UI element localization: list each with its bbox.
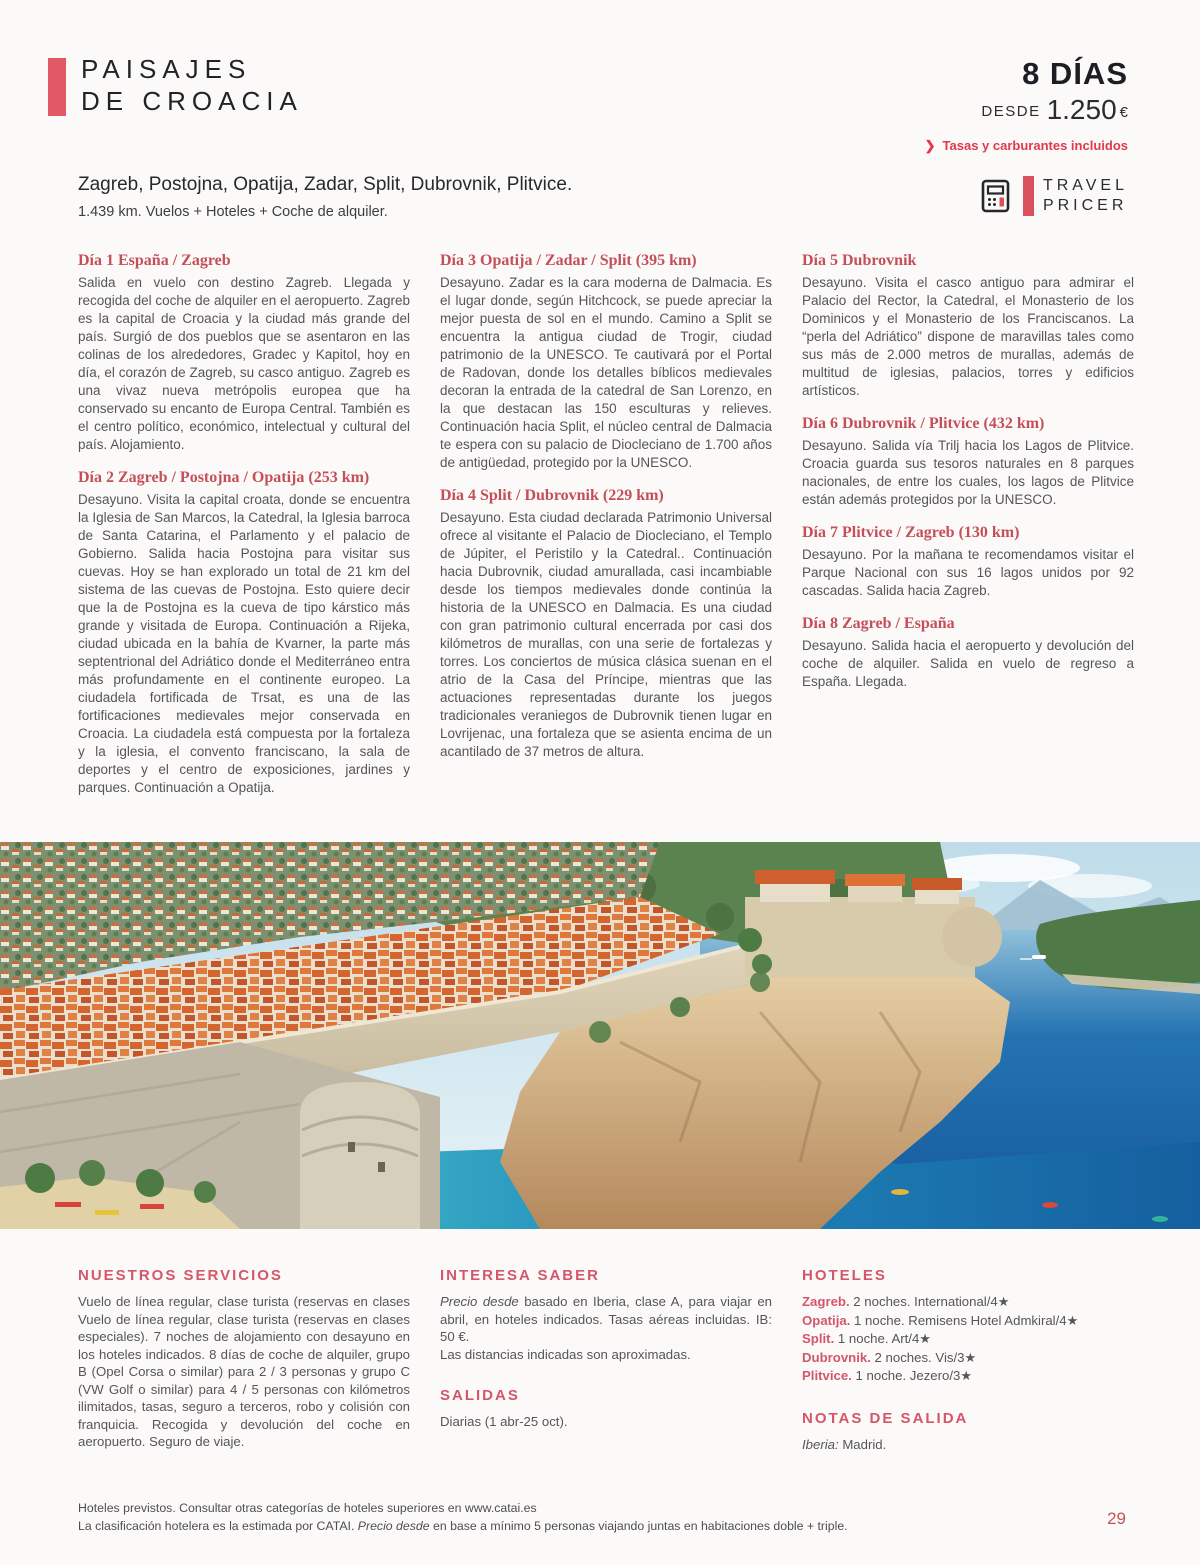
footer-line-2 — [78, 1517, 848, 1535]
tax-note-label: Tasas y carburantes incluidos — [942, 138, 1128, 153]
hotel-city: Zagreb. — [802, 1294, 850, 1309]
hotel-city: Dubrovnik. — [802, 1349, 871, 1365]
footer-line-1: Hoteles previstos. Consultar otras categorías de hoteles superiores en www.catai.es — [78, 1501, 537, 1515]
know-column — [440, 1267, 772, 1453]
day-body: Desayuno. Visita el casco antiguo para admirar el Palacio del Rector, la Catedral, el Monasterio de los Dominicos y el Monasterio de los Franciscanos. La “perla del Adriático” dispone de maravillas tales como sus más de 2.000 metros de murallas, además de multitud de iglesias, palacios, torres y edificios artísticos. — [802, 275, 1134, 398]
day-block — [802, 524, 1134, 600]
route-line: Zagreb, Postojna, Opatija, Zadar, Split, Dubrovnik, Plitvice. — [78, 174, 573, 195]
footer — [78, 1499, 848, 1535]
hotel-line — [802, 1293, 1134, 1312]
footer-line-2-italic: Precio desde — [357, 1519, 430, 1533]
price-value: 1.250 — [1046, 94, 1117, 125]
footer-line-2-rest: en base a mínimo 5 personas viajando juntas en habitaciones doble + triple. — [429, 1519, 848, 1533]
day-body: Desayuno. Zadar es la cara moderna de Dalmacia. Es el lugar donde, según Hitchcock, se puede apreciar la mejor puesta de sol en el mundo. Camino a Split se encuentra la antigua ciudad de Trogir, ciudad patrimonio de la UNESCO. Te cautivará por el Portal de Radovan, donde los detalles bíblicos medievales decoran la entrada de la catedral de San Lorenzo, en la que destacan las 150 esculturas y relieves. Continuación hacia Split, el núcleo central de Dalmacia te espera con su palacio de Diocleciano de 1.700 años de antigüedad, protegido por la UNESCO. — [440, 275, 772, 470]
page-title — [48, 54, 303, 117]
day-body: Desayuno. Visita la capital croata, donde se encuentra la Iglesia de San Marcos, la Catedral, la Iglesia barroca de Santa Catarina, el Parlamento y el palacio de Gobierno. Salida hacia Postojna para visitar sus cuevas. Hoy se han explorado un total de 21 km del sistema de las cuevas de Postojna. Esto quiere decir que la de Postojna es la cueva de tipo kárstico más grande y visitada de Europa. Continuación a Rijeka, ciudad ubicada en la bahía de Kvarner, la parte más septentrional del Adriático donde el Mediterráneo entra más profundamente en el continente europeo. La ciudadela fortificada de Trsat, es una de las fortificaciones medievales mejor conservada en Croacia. La ciudadela está compuesta por la fortaleza y la iglesia, el convento franciscano, la sala de deportes y el centro de exposiciones, jardines y parques. Continuación a Opatija. — [78, 492, 410, 795]
logo-accent-bar — [1023, 176, 1034, 216]
price-from — [925, 94, 1128, 126]
day-title: Día 4 Split / Dubrovnik (229 km) — [440, 487, 664, 504]
notas-italic: Iberia: — [802, 1436, 839, 1452]
page-number: 29 — [1107, 1509, 1126, 1528]
dubrovnik-photo — [0, 842, 1200, 1229]
day-block — [802, 615, 1134, 691]
day-title: Día 6 Dubrovnik / Plitvice (432 km) — [802, 415, 1045, 432]
route-block — [78, 174, 572, 220]
hotel-detail: 2 noches. International/4★ — [849, 1294, 1010, 1309]
distance-line: 1.439 km. Vuelos + Hoteles + Coche de alquiler. — [78, 204, 388, 220]
salidas-body: Diarias (1 abr-25 oct). — [440, 1414, 568, 1429]
currency-symbol: € — [1119, 104, 1128, 121]
hotel-detail: 2 noches. Vis/3★ — [870, 1349, 977, 1365]
logo-text-line-1: TRAVEL — [1042, 177, 1128, 194]
hotel-line — [802, 1330, 1134, 1349]
itinerary-column-2 — [440, 252, 772, 797]
day-title: Día 3 Opatija / Zadar / Split (395 km) — [440, 252, 697, 269]
day-block — [802, 252, 1134, 400]
hotel-line — [802, 1349, 1134, 1368]
day-body: Salida en vuelo con destino Zagreb. Llegada y recogida del coche de alquiler en el aeropuerto. Zagreb es la capital de Croacia y la ciudad más grande del país. Surgió de dos pueblos que se asentaron en las colinas de los alrededores, Gradec y Kapitol, hoy en día, el corazón de Zagreb, su casco antiguo. Zagreb es una vivaz nueva metrópolis europea que ha conservado su encanto de Europa Central. También es el centro político, económico, intelectual y cultural del país. Alojamiento. — [78, 275, 410, 452]
itinerary-column-1 — [78, 252, 410, 797]
day-body: Desayuno. Esta ciudad declarada Patrimonio Universal ofrece al visitante el Palacio de Diocleciano, el Templo de Júpiter, el Peristilo y la Catedral.. Continuación hacia Dubrovnik, ciudad amurallada, casi incambiable desde los tiempos medievales donde continúa la historia de la UNESCO en Dalmacia. Es una ciudad con gran patrimonio cultural encerrada por casi dos kilómetros de murallas, con una serie de fortalezas y torres. Los conciertos de música clásica suenan en el atrio de la Casa del Príncipe, mientras que las actuaciones representadas durante los juegos tradicionales veraniegos de Dubrovnik tienen lugar en Lovrijenac, una fortaleza que se asienta encima de un acantilado de 37 metros de altura. — [440, 510, 772, 759]
day-block — [802, 415, 1134, 509]
info-section — [0, 1229, 1200, 1453]
title-line-1: PAISAJES — [81, 54, 252, 84]
day-body: Desayuno. Salida vía Trilj hacia los Lagos de Plitvice. Croacia guarda sus tesoros naturales en 8 parques nacionales, de entre los cuales, los lagos de Plitvice están además protegidos por la UNESCO. — [802, 438, 1134, 507]
services-column — [78, 1267, 410, 1453]
hotel-line — [802, 1367, 1134, 1386]
day-body: Desayuno. Salida hacia el aeropuerto y devolución del coche de alquiler. Salida en vuelo de regreso a España. Llegada. — [802, 638, 1134, 689]
travel-pricer-logo — [978, 176, 1128, 216]
calculator-icon — [978, 178, 1014, 214]
day-body: Desayuno. Por la mañana te recomendamos visitar el Parque Nacional con sus 16 lagos unidos por 92 cascadas. Salida hacia Zagreb. — [802, 547, 1134, 598]
interesa-heading: INTERESA SABER — [440, 1267, 600, 1284]
hotels-column — [802, 1267, 1134, 1453]
hotel-city: Split. — [802, 1331, 835, 1346]
trip-duration: 8 DÍAS — [1022, 56, 1128, 91]
chevron-right-icon: ❯ — [924, 138, 936, 153]
hotel-detail: 1 noche. Jezero/3★ — [851, 1368, 973, 1383]
day-block — [78, 469, 410, 797]
interesa-body — [440, 1293, 772, 1346]
services-body: Vuelo de línea regular, clase turista (reservas en clases Vuelo de línea regular, clase turista (reservas en clases especiales). 7 noches de alojamiento con desayuno en los hoteles indicados. 8 días de coche de alquiler, grupo B (Opel Corsa o similar) para 2 / 3 personas y grupo C (VW Golf o similar) para 4 / 5 personas con kilómetros ilimitados, tasas, seguro a terceros, robo y colisión con franquicia. Recogida y devolución del coche en aeropuerto. Seguro de viaje. — [78, 1294, 410, 1449]
services-heading: NUESTROS SERVICIOS — [78, 1267, 283, 1284]
day-block — [440, 487, 772, 761]
itinerary-column-3 — [802, 252, 1134, 797]
interesa-italic: Precio desde — [440, 1294, 519, 1309]
price-prefix: DESDE — [981, 103, 1041, 120]
interesa-note: Las distancias indicadas son aproximadas. — [440, 1346, 691, 1362]
itinerary — [0, 220, 1200, 797]
hotel-detail: 1 noche. Remisens Hotel Admkiral/4★ — [850, 1312, 1079, 1328]
salidas-heading: SALIDAS — [440, 1387, 520, 1404]
hotel-line — [802, 1312, 1134, 1331]
day-title: Día 1 España / Zagreb — [78, 252, 231, 269]
day-title: Día 5 Dubrovnik — [802, 252, 917, 269]
price-block — [925, 56, 1128, 154]
notas-rest: Madrid. — [838, 1436, 887, 1452]
day-block — [78, 252, 410, 454]
notas-heading: NOTAS DE SALIDA — [802, 1409, 969, 1427]
title-line-2: DE CROACIA — [81, 85, 303, 116]
day-block — [440, 252, 772, 472]
hotel-city: Plitvice. — [802, 1368, 852, 1383]
hotels-heading: HOTELES — [802, 1267, 887, 1284]
day-title: Día 7 Plitvice / Zagreb (130 km) — [802, 524, 1020, 541]
title-accent-bar — [48, 58, 66, 116]
day-title: Día 2 Zagreb / Postojna / Opatija (253 km) — [78, 469, 370, 486]
day-title: Día 8 Zagreb / España — [802, 615, 955, 632]
footer-line-2-prefix: La clasificación hotelera es la estimada por CATAI. — [78, 1519, 358, 1533]
interesa-rest: basado en Iberia, clase A, para viajar en abril, en hoteles indicados. Tasas aéreas incluidas. IB: 50 €. — [440, 1294, 772, 1344]
tax-note — [925, 138, 1128, 154]
notas-body — [802, 1436, 1134, 1454]
hotel-detail: 1 noche. Art/4★ — [834, 1331, 932, 1346]
logo-text-line-2: PRICER — [1042, 197, 1128, 214]
hotel-city: Opatija. — [802, 1312, 851, 1328]
